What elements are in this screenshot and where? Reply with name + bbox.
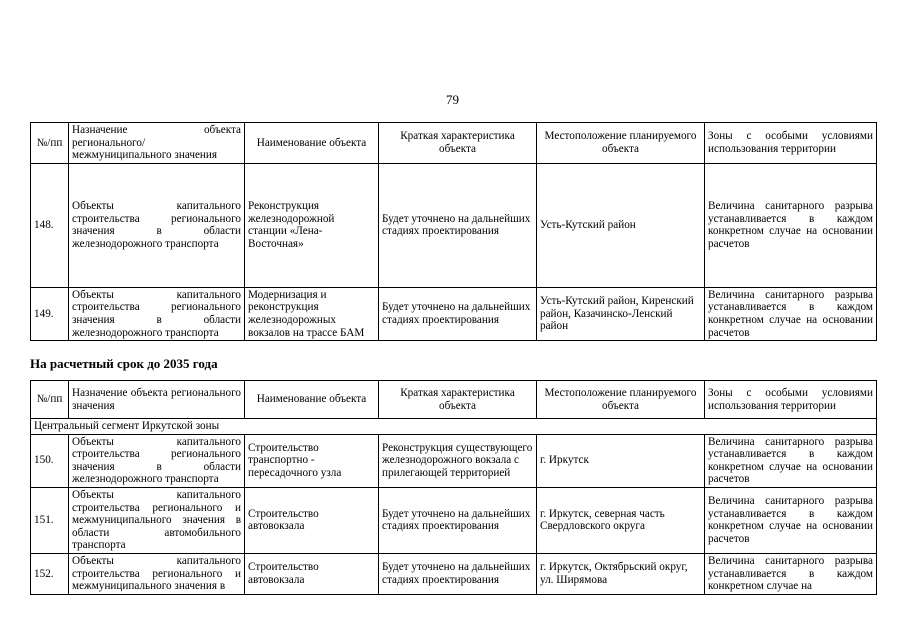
table-header-row <box>31 381 877 419</box>
column-header-zones: Зоны с особыми условиями использования территории <box>705 381 877 419</box>
column-header-location: Местоположение планируемого объекта <box>537 381 705 419</box>
column-header-description: Краткая характеристика объекта <box>379 381 537 419</box>
column-header-name: Наименование объекта <box>245 381 379 419</box>
object-name: Строительство автовокзала <box>245 553 379 594</box>
table-header-row <box>31 123 877 164</box>
objects-table-current <box>30 122 877 341</box>
object-location: Усть-Кутский район, Киренский район, Казачинско-Ленский район <box>537 287 705 340</box>
object-zones: Величина санитарного разрыва устанавливается в каждом конкретном случае на основании расчетов <box>705 487 877 553</box>
object-location: г. Иркутск <box>537 434 705 487</box>
page-number: 79 <box>446 92 459 107</box>
object-purpose: Объекты капитального строительства регионального и межмуниципального значения в области автомобильного транспорта <box>69 487 245 553</box>
object-description: Будет уточнено на дальнейших стадиях проектирования <box>379 487 537 553</box>
column-header-purpose: Назначение объекта регионального/ межмуниципального значения <box>69 123 245 164</box>
object-name: Модернизация и реконструкция железнодорожных вокзалов на трассе БАМ <box>245 287 379 340</box>
column-header-zones: Зоны с особыми условиями использования территории <box>705 123 877 164</box>
object-name: Реконструкция железнодорожной станции «Лена-Восточная» <box>245 163 379 287</box>
object-zones: Величина санитарного разрыва устанавливается в каждом конкретном случае на основании расчетов <box>705 163 877 287</box>
row-number: 151. <box>31 487 69 553</box>
table-row <box>31 434 877 487</box>
object-purpose: Объекты капитального строительства регионального значения в области железнодорожного транспорта <box>69 163 245 287</box>
object-purpose: Объекты капитального строительства регионального и межмуниципального значения в <box>69 553 245 594</box>
table-row <box>31 487 877 553</box>
object-name: Строительство транспортно - пересадочного узла <box>245 434 379 487</box>
object-description: Будет уточнено на дальнейших стадиях проектирования <box>379 287 537 340</box>
row-number: 152. <box>31 553 69 594</box>
segment-row <box>31 419 877 435</box>
objects-table-2035 <box>30 380 877 595</box>
segment-label: Центральный сегмент Иркутской зоны <box>31 419 877 435</box>
object-zones: Величина санитарного разрыва устанавливается в каждом конкретном случае на основании расчетов <box>705 287 877 340</box>
object-description: Будет уточнено на дальнейших стадиях проектирования <box>379 163 537 287</box>
object-zones: Величина санитарного разрыва устанавливается в каждом конкретном случае на <box>705 553 877 594</box>
object-name: Строительство автовокзала <box>245 487 379 553</box>
object-location: г. Иркутск, северная часть Свердловского округа <box>537 487 705 553</box>
row-number: 150. <box>31 434 69 487</box>
column-header-number: №/пп <box>31 123 69 164</box>
object-description: Реконструкция существующего железнодорожного вокзала с прилегающей территорией <box>379 434 537 487</box>
row-number: 148. <box>31 163 69 287</box>
column-header-purpose: Назначение объекта регионального значения <box>69 381 245 419</box>
section-title: На расчетный срок до 2035 года <box>30 356 218 371</box>
object-zones: Величина санитарного разрыва устанавливается в каждом конкретном случае на основании расчетов <box>705 434 877 487</box>
table-row <box>31 553 877 594</box>
object-purpose: Объекты капитального строительства регионального значения в области железнодорожного транспорта <box>69 434 245 487</box>
object-location: г. Иркутск, Октябрьский округ, ул. Ширямова <box>537 553 705 594</box>
object-purpose: Объекты капитального строительства регионального значения в области железнодорожного транспорта <box>69 287 245 340</box>
column-header-name: Наименование объекта <box>245 123 379 164</box>
table-row <box>31 287 877 340</box>
row-number: 149. <box>31 287 69 340</box>
column-header-location: Местоположение планируемого объекта <box>537 123 705 164</box>
object-location: Усть-Кутский район <box>537 163 705 287</box>
object-description: Будет уточнено на дальнейших стадиях проектирования <box>379 553 537 594</box>
table-row <box>31 163 877 287</box>
column-header-number: №/пп <box>31 381 69 419</box>
column-header-description: Краткая характеристика объекта <box>379 123 537 164</box>
